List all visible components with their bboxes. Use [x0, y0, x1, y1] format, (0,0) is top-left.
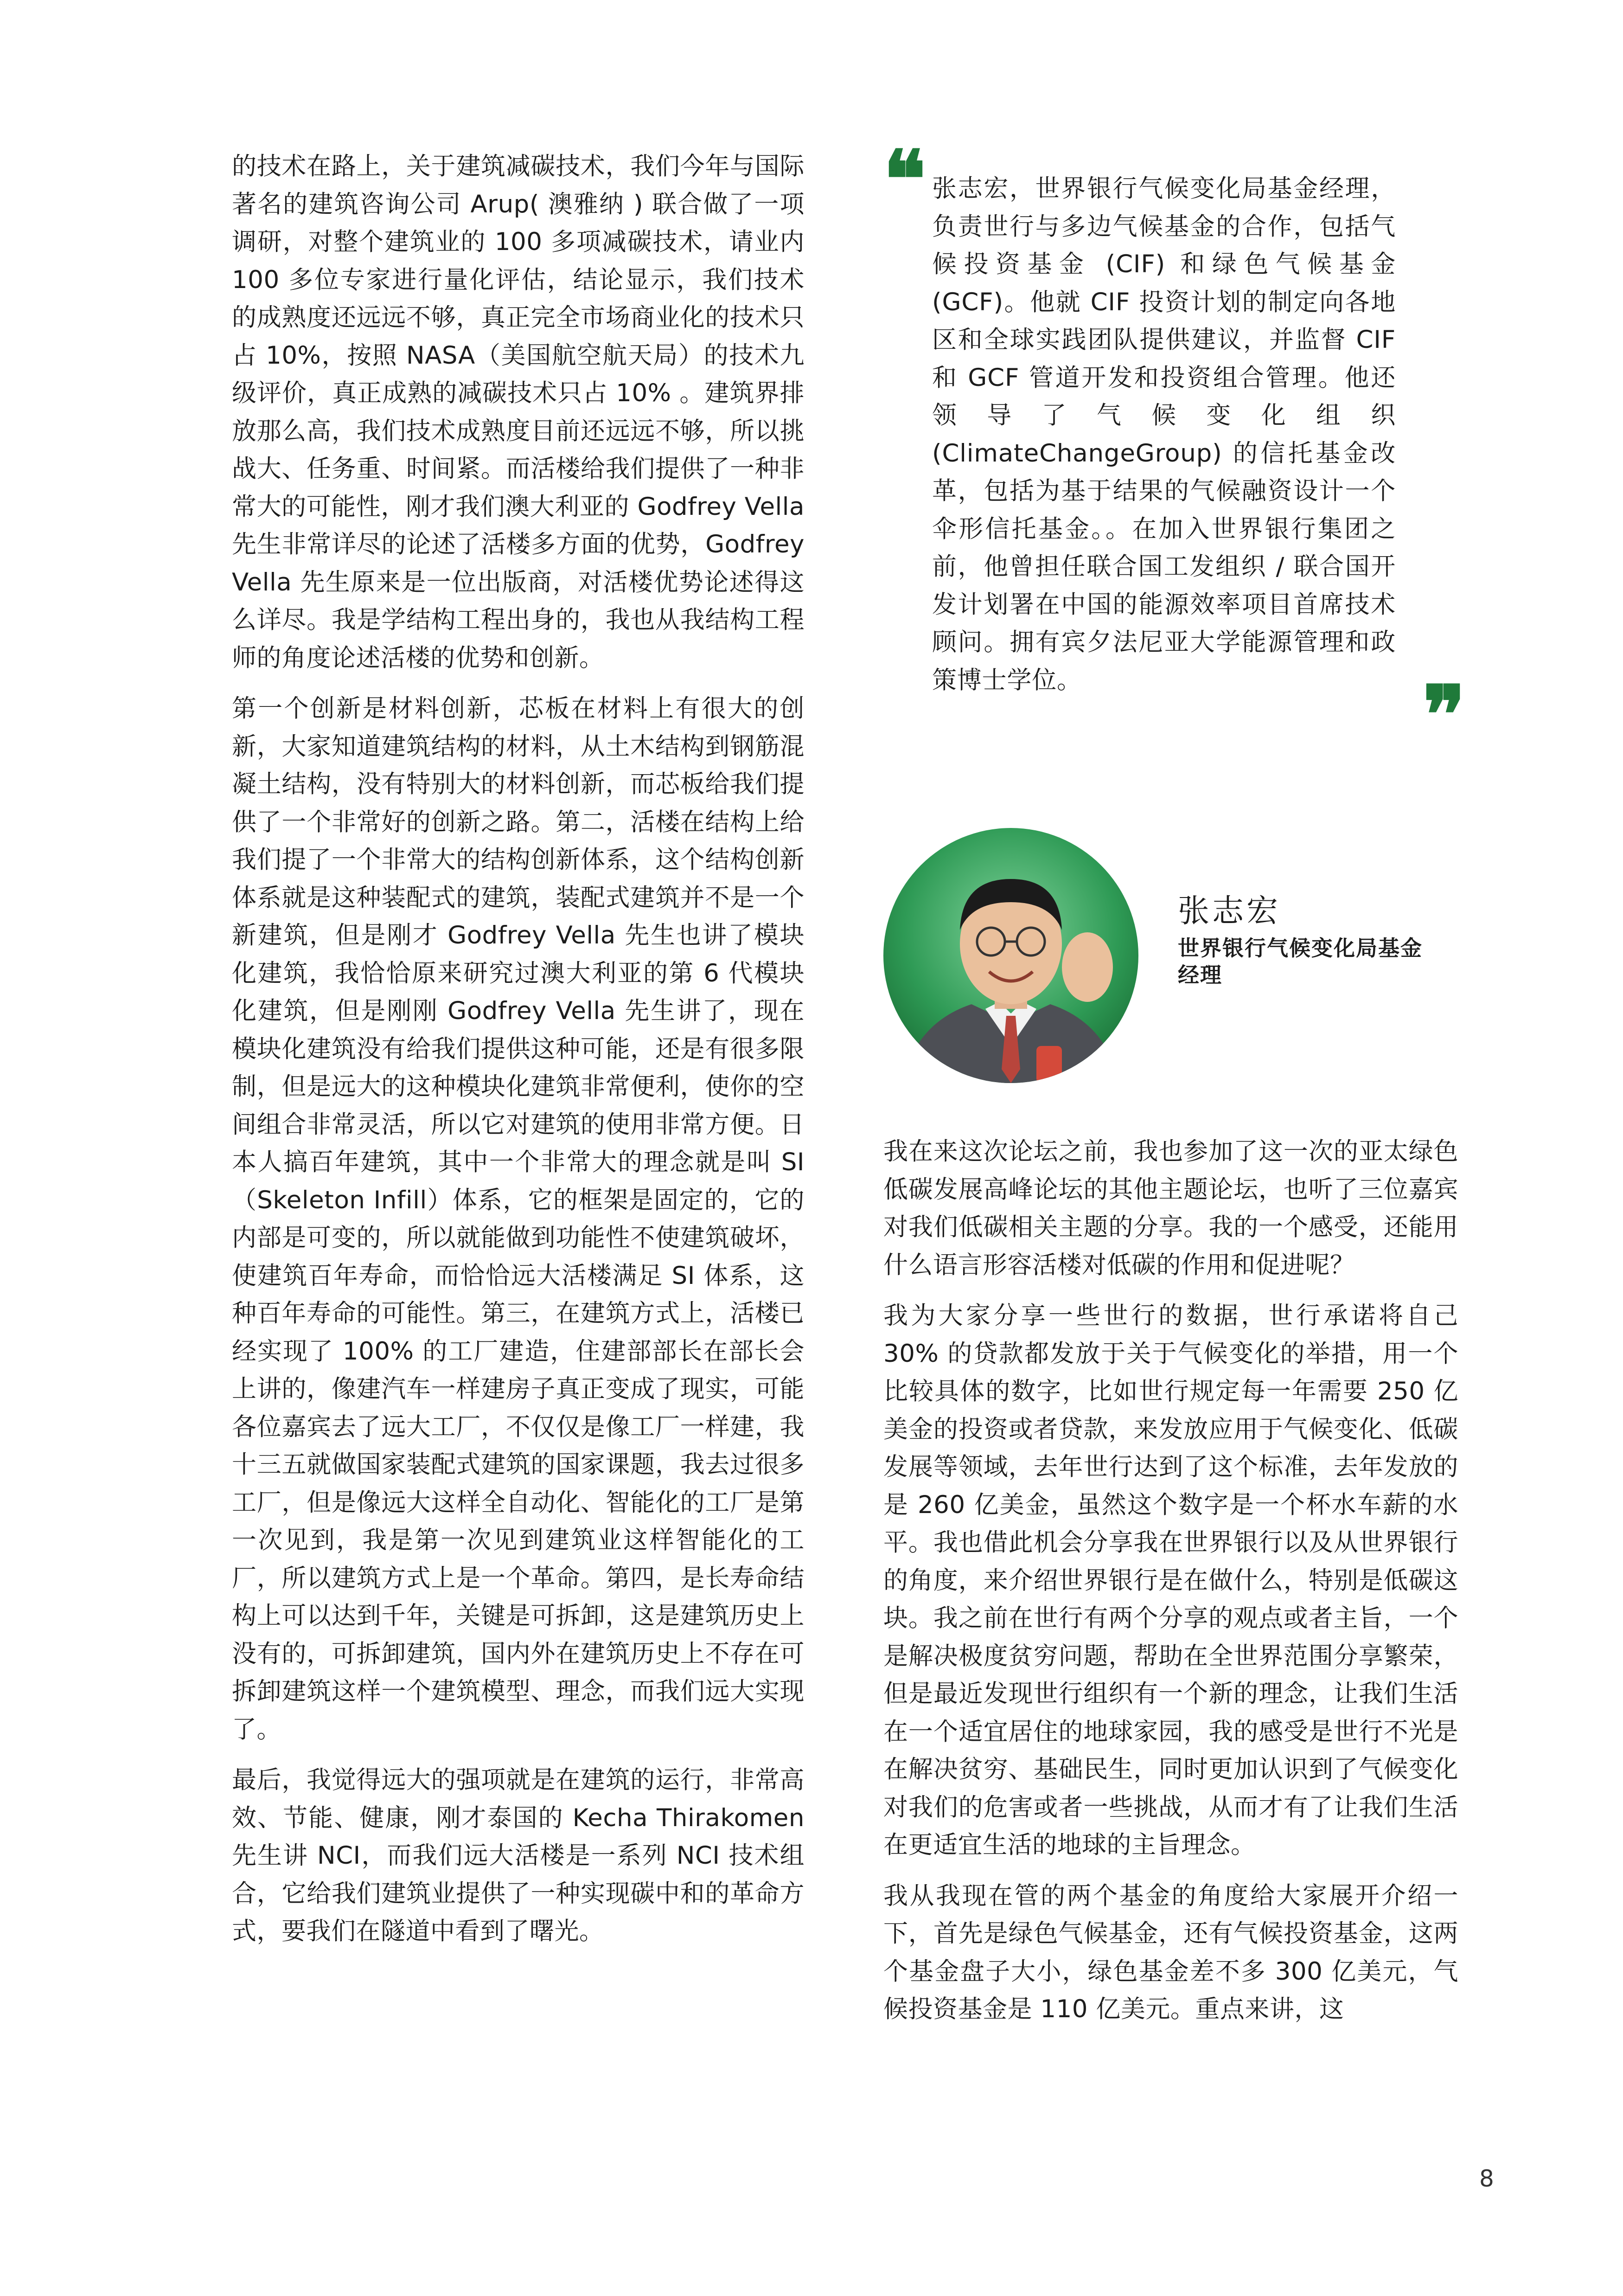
bio-quote-block [883, 133, 1465, 761]
speaker-title: 世界银行气候变化局基金经理 [1178, 936, 1423, 988]
body-paragraph: 的技术在路上，关于建筑减碳技术，我们今年与国际著名的建筑咨询公司 Arup( 澳雅纳 ) 联合做了一项调研，对整个建筑业的 100 多项减碳技术，请业内 100 多位专家进行量化评估，结论显示，我们技术的成熟度还远远不够，真正完全市场商业化的技术只占 10%，按照 NASA（美国航空航天局）的技术九级评价，真正成熟的减碳技术只占 10% 。建筑界排放那么高，我们技术成熟度目前还远远不够，所以挑战大、任务重、时间紧。而活楼给我们提供了一种非常大的可能性，刚才我们澳大利亚的 Godfrey Vella 先生非常详尽的论述了活楼多方面的优势，Godfrey Vella 先生原来是一位出版商，对活楼优势论述得这么详尽。我是学结构工程出身的，我也从我结构工程师的角度论述活楼的优势和创新。 [232, 152, 805, 672]
bio-quote-text: 张志宏，世界银行气候变化局基金经理，负责世行与多边气候基金的合作，包括气候投资基金 (CIF) 和绿色气候基金 (GCF)。他就 CIF 投资计划的制定向各地区和全球实践团队提供建议，并监督 CIF 和 GCF 管道开发和投资组合管理。他还领导了气候变化组织 (ClimateChangeGroup) 的信托基金改革，包括为基于结果的气候融资设计一个伞形信托基金。。在加入世界银行集团之前，他曾担任联合国工发组织 / 联合国开发计划署在中国的能源效率项目首席技术顾问。拥有宾夕法尼亚大学能源管理和政策博士学位。 [932, 174, 1396, 694]
body-paragraph: 我从我现在管的两个基金的角度给大家展开介绍一下，首先是绿色气候基金，还有气候投资基金，这两个基金盘子大小，绿色基金差不多 300 亿美元，气候投资基金是 110 亿美元。重点来讲，这 [883, 1881, 1458, 2023]
body-paragraph: 最后，我觉得远大的强项就是在建筑的运行，非常高效、节能、健康，刚才泰国的 Kecha Thirakomen 先生讲 NCI，而我们远大活楼是一系列 NCI 技术组合，它给我们建筑业提供了一种实现碳中和的革命方式，要我们在隧道中看到了曙光。 [232, 1766, 805, 1945]
open-quote-icon: ❝ [883, 133, 926, 226]
speaker-name: 张志宏 [1178, 893, 1281, 930]
portrait-image [883, 828, 1138, 1083]
left-column [232, 148, 805, 1963]
body-paragraph: 我在来这次论坛之前，我也参加了这一次的亚太绿色低碳发展高峰论坛的其他主题论坛，也听了三位嘉宾对我们低碳相关主题的分享。我的一个感受，还能用什么语言形容活楼对低碳的作用和促进呢？ [883, 1137, 1458, 1279]
close-quote-icon: ❞ [1423, 668, 1465, 761]
right-column [883, 1133, 1458, 2041]
body-paragraph: 第一个创新是材料创新，芯板在材料上有很大的创新，大家知道建筑结构的材料，从土木结构到钢筋混凝土结构，没有特别大的材料创新，而芯板给我们提供了一个非常好的创新之路。第二，活楼在结构上给我们提了一个非常大的结构创新体系，这个结构创新体系就是这种装配式的建筑，装配式建筑并不是一个新建筑，但是刚才 Godfrey Vella 先生也讲了模块化建筑，我恰恰原来研究过澳大利亚的第 6 代模块化建筑，但是刚刚 Godfrey Vella 先生讲了，现在模块化建筑没有给我们提供这种可能，还是有很多限制，但是远大的这种模块化建筑非常便利，使你的空间组合非常灵活，所以它对建筑的使用非常方便。日本人搞百年建筑，其中一个非常大的理念就是叫 SI（Skeleton Infill）体系，它的框架是固定的，它的内部是可变的，所以就能做到功能性不使建筑破坏，使建筑百年寿命，而恰恰远大活楼满足 SI 体系，这种百年寿命的可能性。第三，在建筑方式上，活楼已经实现了 100% 的工厂建造，住建部部长在部长会上讲的，像建汽车一样建房子真正变成了现实，可能各位嘉宾去了远大工厂，不仅仅是像工厂一样建，我十三五就做国家装配式建筑的国家课题，我去过很多工厂，但是像远大这样全自动化、智能化的工厂是第一次见到，我是第一次见到建筑业这样智能化的工厂，所以建筑方式上是一个革命。第四，是长寿命结构上可以达到千年，关键是可拆卸，这是建筑历史上没有的，可拆卸建筑，国内外在建筑历史上不存在可拆卸建筑这样一个建筑模型、理念，而我们远大实现了。 [232, 694, 805, 1744]
page-number: 8 [1479, 2165, 1494, 2192]
speaker-portrait [883, 828, 1138, 1083]
body-paragraph: 我为大家分享一些世行的数据，世行承诺将自己 30% 的贷款都发放于关于气候变化的举措，用一个比较具体的数字，比如世行规定每一年需要 250 亿美金的投资或者贷款，来发放应用于气候变化、低碳发展等领域，去年世行达到了这个标准，去年发放的是 260 亿美金，虽然这个数字是一个杯水车薪的水平。我也借此机会分享我在世界银行以及从世界银行的角度，来介绍世界银行是在做什么，特别是低碳这块。我之前在世行有两个分享的观点或者主旨，一个是解决极度贫穷问题，帮助在全世界范围分享繁荣，但是最近发现世行组织有一个新的理念，让我们生活在一个适宜居住的地球家园，我的感受是世行不光是在解决贫穷、基础民生，同时更加认识到了气候变化对我们的危害或者一些挑战，从而才有了让我们生活在更适宜生活的地球的主旨理念。 [883, 1302, 1458, 1859]
